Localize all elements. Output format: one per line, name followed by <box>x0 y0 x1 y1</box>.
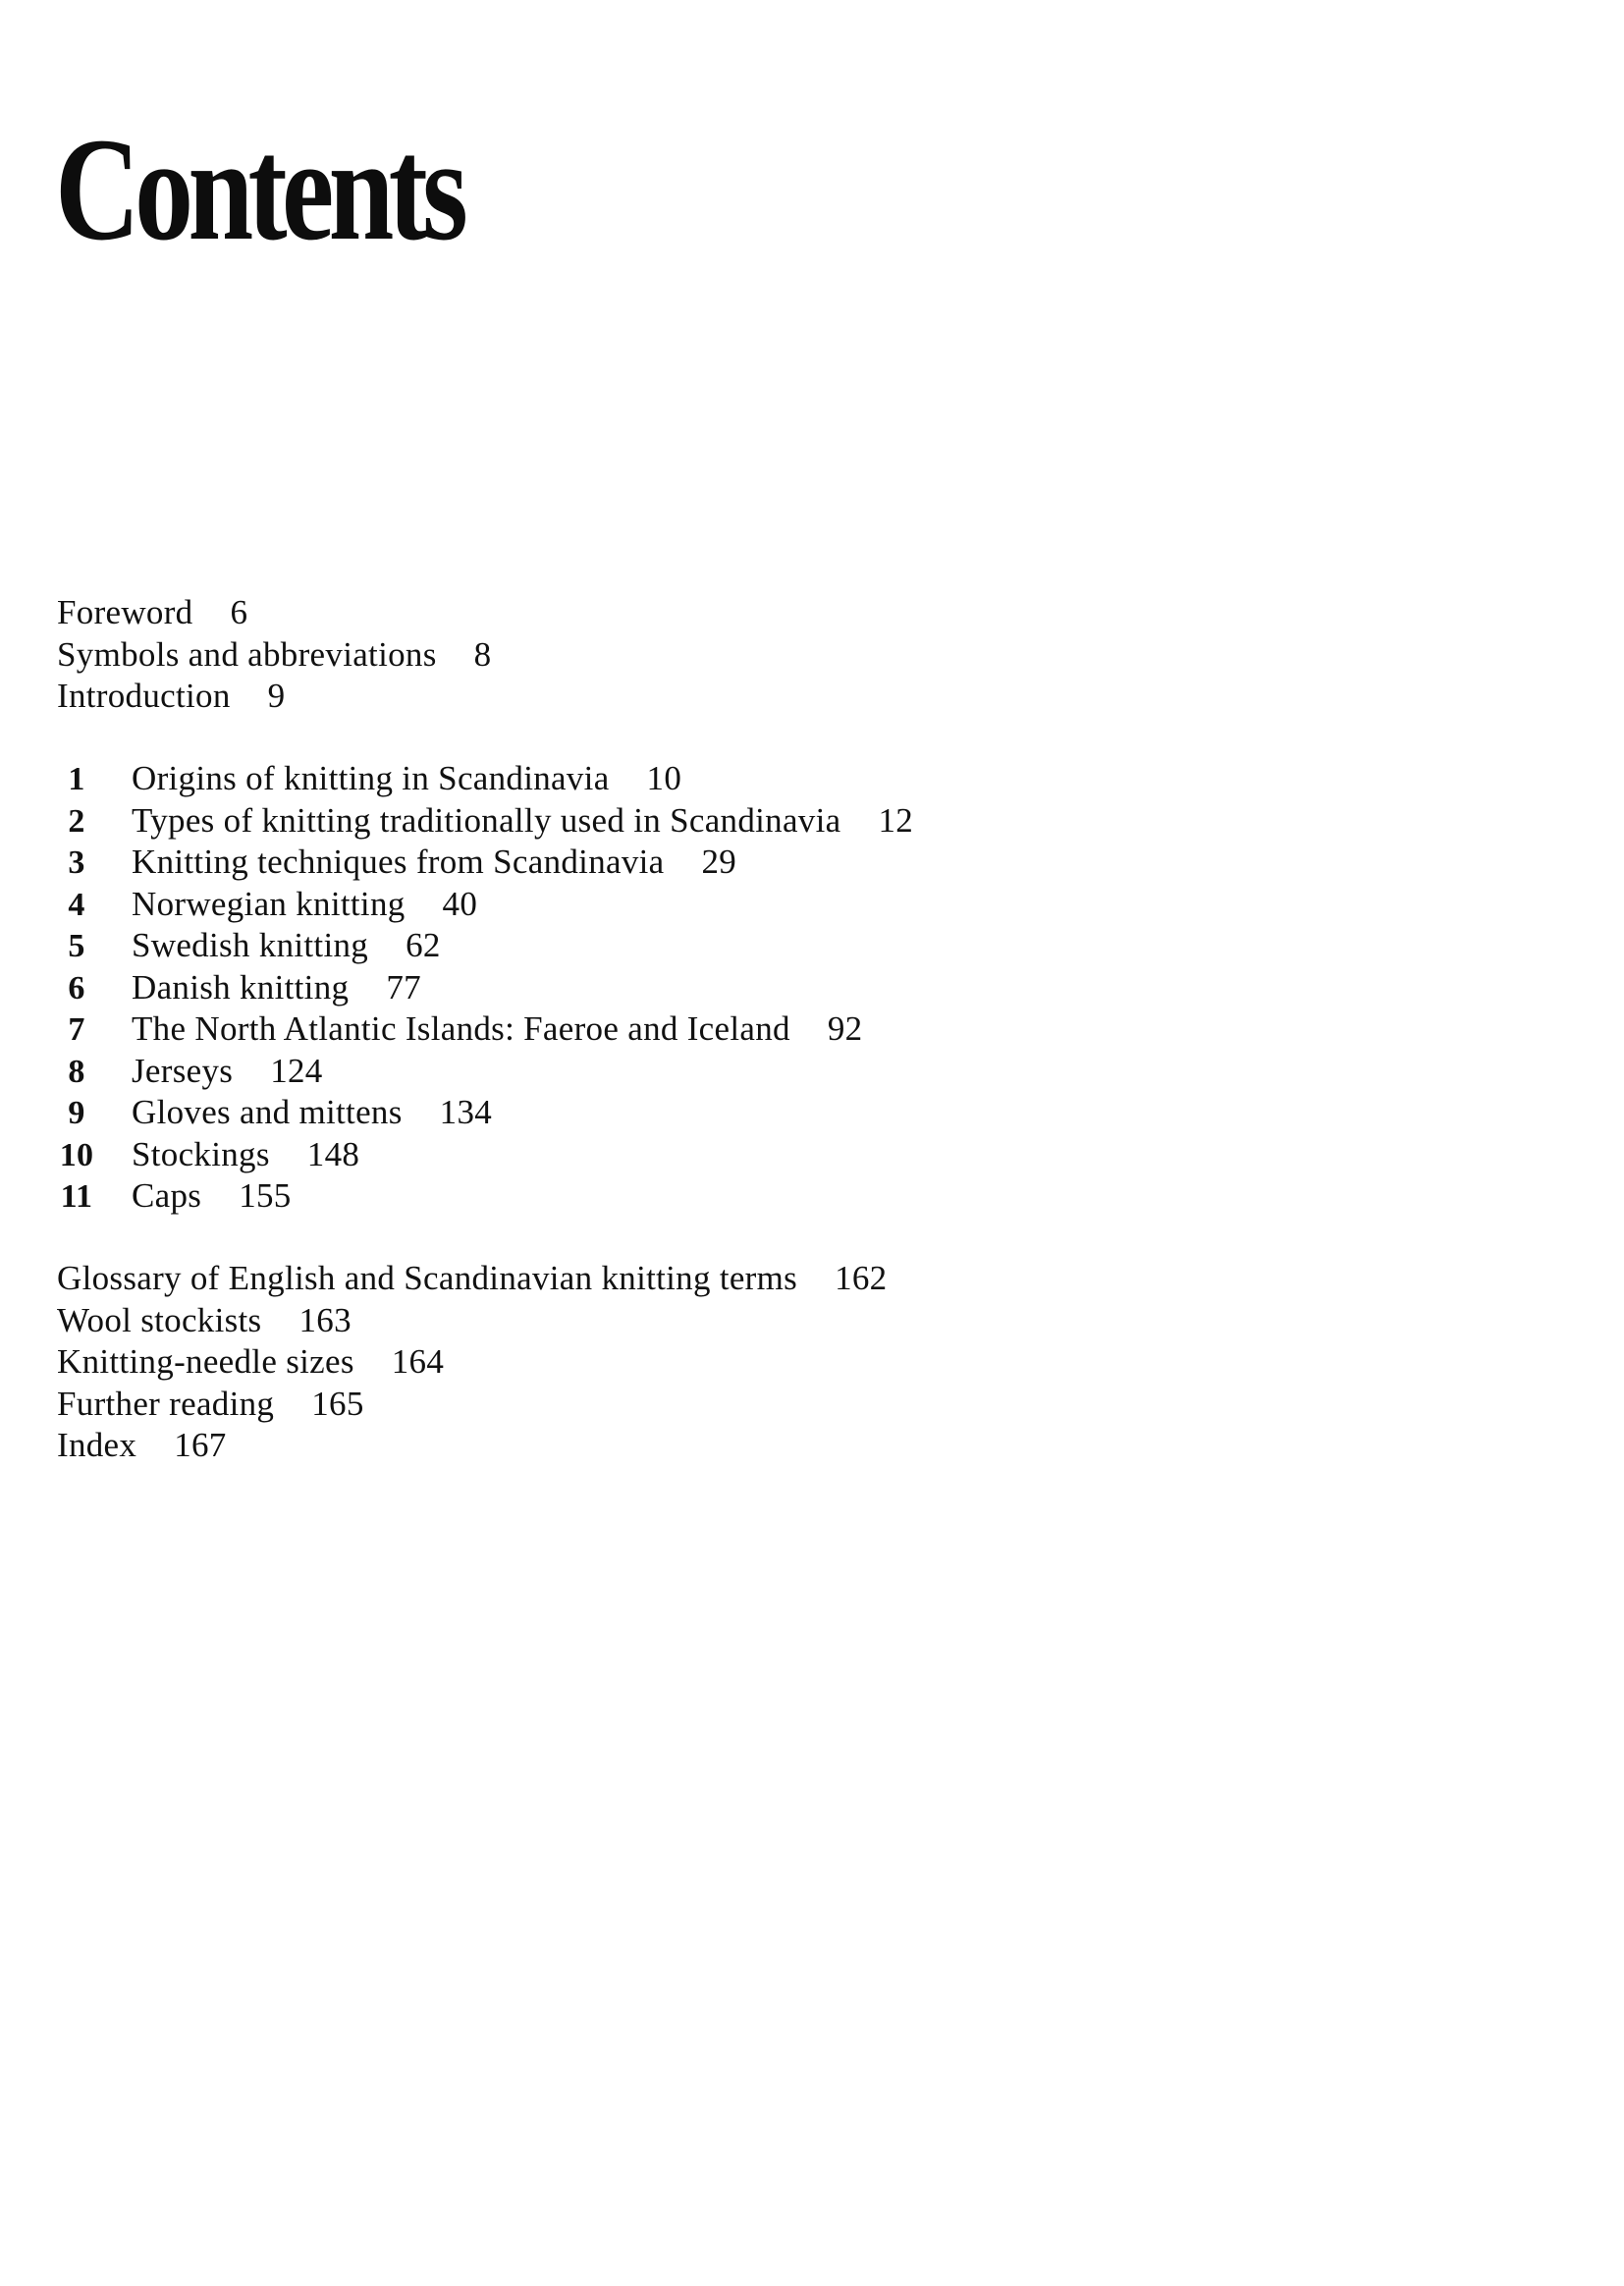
chapter-title: Types of knitting traditionally used in Scandinavia <box>132 800 841 840</box>
toc-entry-label: Further reading <box>57 1384 275 1423</box>
toc-entry-page: 167 <box>174 1426 227 1464</box>
chapter-number: 5 <box>68 928 85 964</box>
toc-entry-index[interactable] <box>57 1425 1530 1467</box>
chapter-page: 77 <box>386 967 421 1007</box>
chapter-title: The North Atlantic Islands: Faeroe and Iceland <box>132 1009 790 1048</box>
chapter-title: Caps <box>132 1176 202 1215</box>
toc-entry-page: 165 <box>311 1384 364 1423</box>
chapter-number: 9 <box>68 1095 85 1131</box>
toc-entry-page: 8 <box>473 634 492 674</box>
toc-entry-label: Index <box>57 1426 137 1464</box>
toc-chapter-11[interactable] <box>57 1175 1530 1218</box>
toc-chapter-5[interactable] <box>57 925 1530 967</box>
chapter-title: Gloves and mittens <box>132 1093 403 1131</box>
toc-entry-page: 163 <box>298 1300 352 1339</box>
toc-entry-page: 162 <box>835 1259 888 1297</box>
toc-entry-label: Wool stockists <box>57 1300 262 1339</box>
chapter-number: 6 <box>68 969 85 1007</box>
toc-chapter-8[interactable] <box>57 1051 1530 1093</box>
chapter-page: 155 <box>239 1176 292 1215</box>
front-matter-list <box>57 592 1530 718</box>
chapter-title: Swedish knitting <box>132 926 369 964</box>
toc-entry-glossary[interactable] <box>57 1258 1530 1300</box>
toc-entry-needle-sizes[interactable] <box>57 1341 1530 1384</box>
chapter-page: 29 <box>701 843 737 881</box>
toc-entry-wool-stockists[interactable] <box>57 1300 1530 1342</box>
chapter-title: Stockings <box>132 1134 270 1173</box>
toc-entry-label: Glossary of English and Scandinavian knitting terms <box>57 1259 798 1297</box>
chapter-page: 124 <box>270 1051 323 1090</box>
chapter-page: 148 <box>306 1134 360 1173</box>
toc-chapter-2[interactable] <box>57 800 1530 843</box>
page-title: Contents <box>55 108 463 271</box>
toc-entry-page: 9 <box>267 677 286 715</box>
toc-chapter-9[interactable] <box>57 1092 1530 1134</box>
chapter-title: Jerseys <box>132 1051 234 1090</box>
toc-entry-further-reading[interactable] <box>57 1384 1530 1426</box>
toc-chapter-6[interactable] <box>57 967 1530 1009</box>
chapter-title: Norwegian knitting <box>132 884 406 923</box>
toc-entry-label: Introduction <box>57 677 231 715</box>
toc-entry-page: 164 <box>391 1342 445 1381</box>
toc-entry-label: Symbols and abbreviations <box>57 634 437 674</box>
chapter-list <box>57 758 1530 1218</box>
chapter-title: Danish knitting <box>132 967 350 1007</box>
toc-chapter-3[interactable] <box>57 842 1530 884</box>
chapter-title: Knitting techniques from Scandinavia <box>132 843 665 881</box>
chapter-number: 2 <box>68 802 85 840</box>
toc-entry-label: Foreword <box>57 593 193 631</box>
back-matter-list <box>57 1258 1530 1467</box>
chapter-title: Origins of knitting in Scandinavia <box>132 759 610 797</box>
toc-chapter-7[interactable] <box>57 1008 1530 1051</box>
chapter-number: 3 <box>68 844 85 881</box>
toc-chapter-10[interactable] <box>57 1134 1530 1176</box>
toc-entry-foreword[interactable] <box>57 592 1530 634</box>
chapter-page: 12 <box>878 800 914 840</box>
chapter-number: 4 <box>68 886 85 923</box>
chapter-number: 7 <box>68 1011 85 1048</box>
chapter-number: 1 <box>68 761 85 797</box>
toc-entry-page: 6 <box>230 593 248 631</box>
chapter-number: 11 <box>60 1178 93 1215</box>
chapter-page: 92 <box>827 1009 863 1048</box>
toc-chapter-1[interactable] <box>57 758 1530 800</box>
chapter-number: 8 <box>68 1053 85 1090</box>
chapter-number: 10 <box>59 1136 94 1173</box>
toc-entry-symbols[interactable] <box>57 634 1530 677</box>
toc-entry-label: Knitting-needle sizes <box>57 1342 354 1381</box>
chapter-page: 134 <box>439 1093 493 1131</box>
chapter-page: 62 <box>406 926 441 964</box>
chapter-page: 10 <box>646 759 682 797</box>
toc-entry-introduction[interactable] <box>57 676 1530 718</box>
chapter-page: 40 <box>442 884 478 923</box>
toc-chapter-4[interactable] <box>57 884 1530 926</box>
